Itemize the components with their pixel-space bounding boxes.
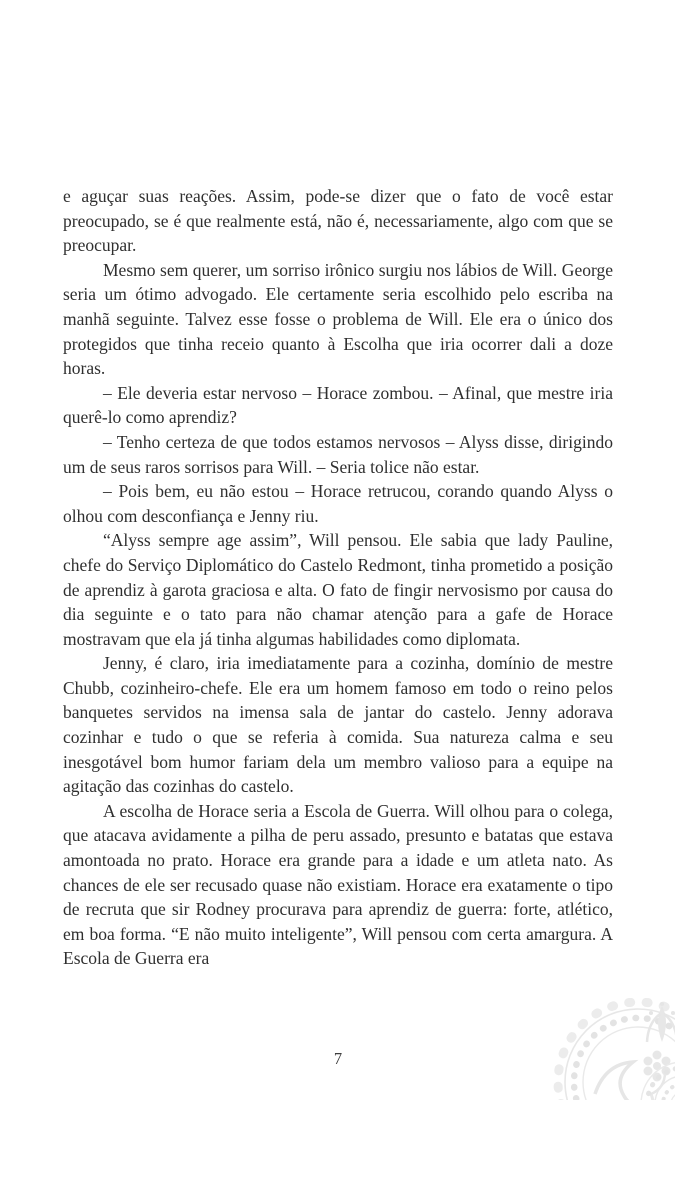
paragraph: e aguçar suas reações. Assim, pode-se dizer que o fato de você estar preocupado, se é que realmente está, não é, necessariamente, algo com que se preocupar. [63,186,613,256]
palmette-motif-icon [647,1002,675,1042]
page-number: 7 [333,1049,343,1068]
flower-motif-icon [644,1051,671,1082]
paragraph: “Alyss sempre age assim”, Will pensou. Ele sabia que lady Pauline, chefe do Serviço Diplomático do Castelo Redmont, tinha prometido a posição de aprendiz à garota graciosa e alta. O fato de fingir nervosismo por causa do dia seguinte e o tato para não chamar atenção para a gafe de Horace mostravam que ela já tinha algumas habilidades como diplomata. [63,530,613,649]
paragraph: Jenny, é claro, iria imediatamente para a cozinha, domínio de mestre Chubb, cozinheiro-chefe. Ele era um homem famoso em todo o reino pelos banquetes servidos na imensa sala de jantar do castelo. Jenny adorava cozinhar e tudo o que se referia à comida. Sua natureza calma e seu inesgotável bom humor fariam dela um membro valioso para a equipe na agitação das cozinhas do castelo. [63,653,613,797]
paragraph: – Ele deveria estar nervoso – Horace zombou. – Afinal, que mestre iria querê-lo como aprendiz? [63,382,613,428]
paragraph: – Tenho certeza de que todos estamos nervosos – Alyss disse, dirigindo um de seus raros sorrisos para Will. – Seria tolice não estar. [63,431,613,477]
ring-medallion-icon [641,1062,675,1100]
paragraph: Mesmo sem querer, um sorriso irônico surgiu nos lábios de Will. George seria um ótimo advogado. Ele certamente seria escolhido pelo escriba na manhã seguinte. Talvez esse fosse o problema de Will. Ele era o único dos protegidos que tinha receio quanto à Escolha que iria ocorrer dali a doze horas. [63,259,613,379]
page-text [63,184,613,971]
paragraph: – Pois bem, eu não estou – Horace retrucou, corando quando Alyss o olhou com desconfiança e Jenny riu. [63,481,613,526]
paragraph: A escolha de Horace seria a Escola de Guerra. Will olhou para o colega, que atacava avidamente a pilha de peru assado, presunto e batatas que estava amontoada no prato. Horace era grande para a idade e um atleta nato. As chances de ele ser recusado quase não existiam. Horace era exatamente o tipo de recruta que sir Rodney procurava para aprendiz de guerra: forte, atlético, em boa forma. “E não muito inteligente”, Will pensou com certa amargura. A Escola de Guerra era [63,800,613,969]
